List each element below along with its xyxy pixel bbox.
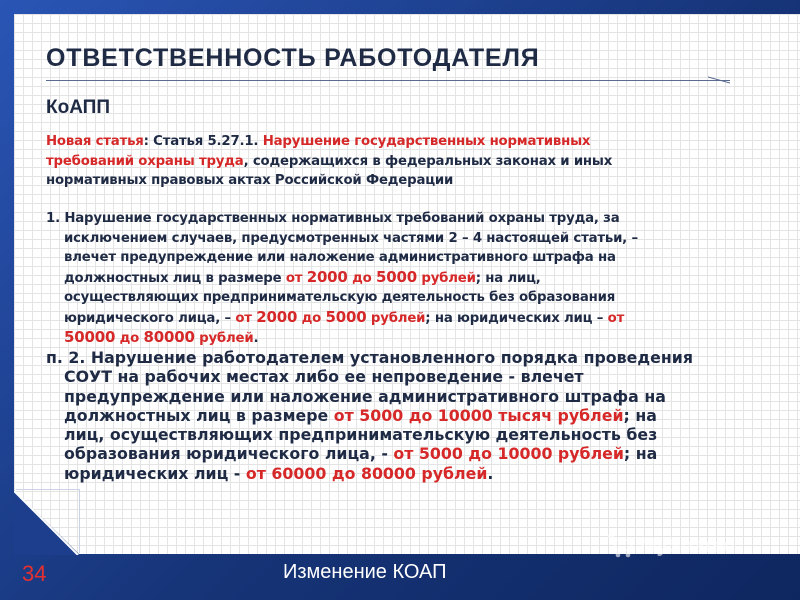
new-article-paragraph (46, 132, 736, 191)
fine-entrepreneurs-min: 2000 (256, 307, 298, 326)
part2-line1: п. 2. Нарушение работодателем установленного порядка проведения (46, 348, 693, 367)
article-title-part2: требований охраны труда (46, 153, 244, 169)
part1-line6 (46, 308, 746, 329)
article-number: : Статья 5.27.1. (143, 134, 263, 149)
slide-number: 34 (22, 561, 47, 586)
part1-end: . (253, 331, 259, 346)
part2-line7-text: юридических лиц - (64, 463, 246, 483)
fine-officials-unit: рублей (416, 270, 476, 286)
part1-line4 (46, 268, 746, 289)
part1-paragraph (46, 209, 746, 349)
title-underline (46, 80, 730, 81)
cart-icon (606, 533, 636, 559)
article-title-part1: Нарушение государственных нормативных (262, 134, 591, 149)
slide-subtitle: КоАПП (46, 97, 110, 118)
part2-line2: СОУТ на рабочих местах либо ее непроведение - влечет (64, 367, 584, 387)
part2-line6 (46, 444, 766, 463)
fine-officials-to: до (347, 270, 376, 286)
fine-entrepreneurs-from: от (235, 310, 257, 326)
new-article-label: Новая статья (46, 134, 144, 149)
fine-officials-max: 5000 (376, 267, 417, 286)
fine-entrepreneurs-max: 5000 (325, 307, 367, 326)
corner-decoration (14, 489, 80, 555)
part2-paragraph (46, 348, 766, 483)
part2-line5: лиц, осуществляющих предпринимательскую деятельность без (64, 425, 658, 445)
fine-legal-from: от (607, 310, 625, 326)
fine-legal-max: 80000 (143, 328, 195, 346)
fine-officials-from: от (285, 270, 307, 286)
article-text-line2: , содержащихся в федеральных законах и иных (243, 153, 613, 169)
article-text-line3: нормативных правовых актах Российской Федерации (46, 173, 454, 188)
part1-line5: осуществляющих предпринимательскую деятельность без образования (64, 290, 616, 305)
title-underline-tick (708, 76, 730, 84)
part2-line3: предупреждение или наложение административного штрафа на (64, 386, 666, 406)
part2-line6-end: ; на (623, 444, 658, 464)
slide-title: ОТВЕТСТВЕННОСТЬ РАБОТОДАТЕЛЯ (46, 44, 540, 72)
part2-line4-text: должностных лиц в размере (64, 405, 334, 425)
part2-line4-end: ; на (623, 405, 657, 425)
watermark-logo (606, 533, 736, 559)
part1-line3: влечет предупреждение или наложение административного штрафа на (64, 250, 616, 265)
part1-line1: . Нарушение государственных нормативных требований охраны труда, за (55, 211, 620, 226)
part1-line2: исключением случаев, предусмотренных частями 2 – 4 настоящей статьи, – (64, 230, 638, 246)
part2-fine-officials: от 5000 до 10000 тысяч рублей (333, 405, 624, 425)
slide-footer: Изменение КОАП (283, 561, 447, 583)
part2-fine-legal: от 60000 до 80000 рублей (245, 463, 488, 483)
part1-line4-end: ; на лиц, (475, 270, 541, 286)
part1-line6-end: ; на юридических лиц – (425, 310, 608, 326)
fine-officials-min: 2000 (306, 267, 348, 286)
part2-line4 (46, 406, 766, 425)
part1-line6-text: юридического лица, – (64, 310, 236, 326)
part2-end: . (487, 463, 494, 483)
fine-entrepreneurs-to: до (297, 310, 326, 326)
fine-legal-min: 50000 (64, 328, 116, 346)
part2-line7 (46, 464, 766, 483)
part2-fine-entrepreneurs: от 5000 до 10000 рублей (393, 444, 624, 464)
part2-line6-text: образования юридического лица, - (64, 444, 394, 464)
part1-number: 1 (46, 211, 56, 226)
fine-officials (285, 267, 476, 286)
part1-line4-text: должностных лиц в размере (64, 270, 286, 286)
watermark-text: MyShared (640, 534, 736, 557)
fine-entrepreneurs (235, 307, 426, 326)
fine-legal-to: до (115, 331, 144, 346)
fine-legal-unit: рублей (194, 331, 254, 346)
fine-entrepreneurs-unit: рублей (366, 310, 426, 326)
fine-legal-entities (46, 328, 746, 349)
